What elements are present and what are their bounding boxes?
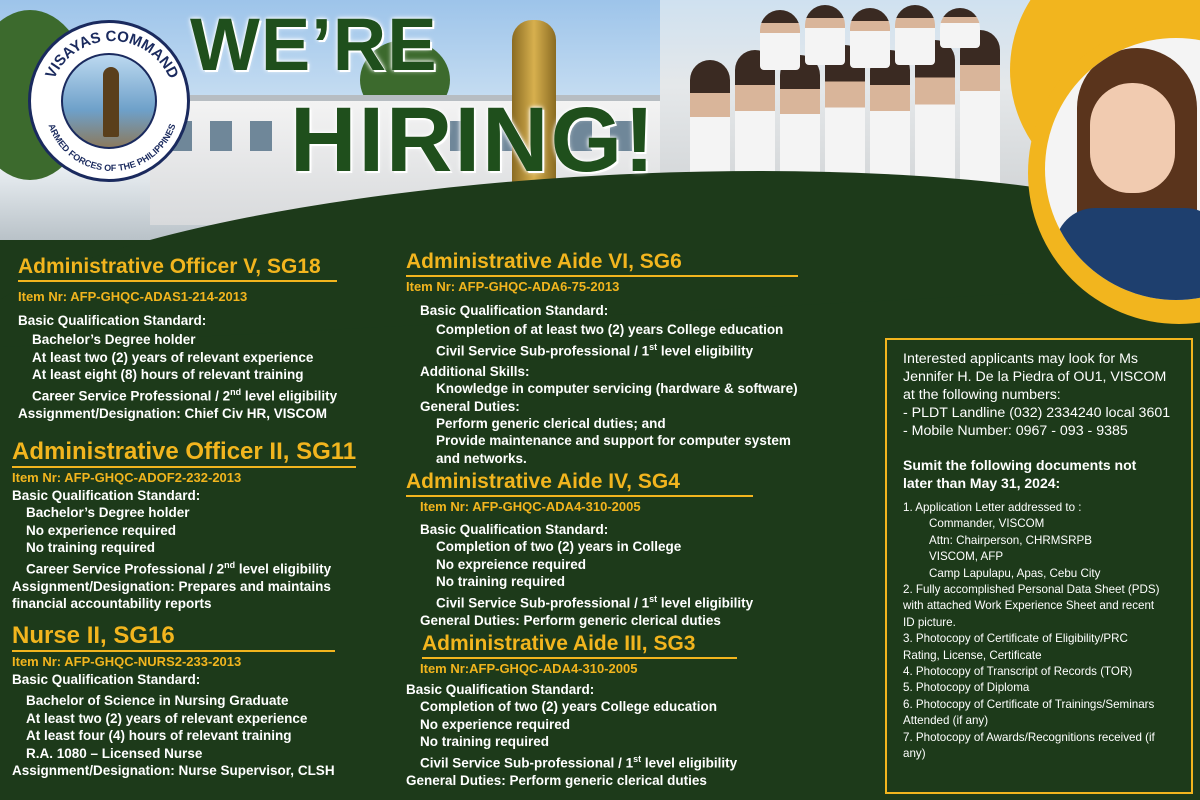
document-list-item: Attended (if any): [903, 714, 989, 728]
requirement: At least four (4) hours of relevant training: [26, 728, 292, 744]
item-number: Item Nr: AFP-GHQC-ADA4-310-2005: [420, 499, 641, 514]
eligibility-text: Civil Service Sub-professional / 1: [436, 595, 650, 611]
eligibility-sup: st: [649, 593, 658, 604]
headline-line-2: HIRING!: [290, 89, 657, 191]
eligibility-requirement: [406, 339, 798, 360]
requirement: No expreience required: [436, 556, 587, 572]
staff-person: [960, 30, 1000, 190]
item-number: Item Nr:AFP-GHQC-ADA4-310-2005: [420, 661, 638, 676]
requirement: Bachelor of Science in Nursing Graduate: [26, 693, 289, 709]
job-title: Administrative Aide VI, SG6: [406, 250, 798, 277]
job-title: Administrative Officer II, SG11: [12, 438, 356, 468]
eligibility-text: Career Service Professional / 2: [32, 388, 231, 404]
assignment: financial accountability reports: [12, 595, 212, 611]
application-info-box: [885, 338, 1193, 794]
logo-bottom-text: ARMED FORCES OF THE PHILIPPINES: [46, 122, 178, 174]
assignment: Assignment/Designation: Chief Civ HR, VISCOM: [18, 405, 328, 421]
job-title: Administrative Aide III, SG3: [422, 632, 737, 659]
eligibility-text: level eligibility: [241, 388, 338, 404]
requirement: At least two (2) years of relevant experience: [26, 710, 308, 726]
submit-heading: later than May 31, 2024:: [903, 475, 1061, 491]
contact-line: at the following numbers:: [903, 387, 1061, 403]
item-number: Item Nr: AFP-GHQC-ADAS1-214-2013: [18, 289, 248, 304]
qualification-label: Basic Qualification Standard:: [420, 303, 609, 318]
eligibility-text: Career Service Professional / 2: [26, 561, 225, 577]
requirement: No training required: [26, 540, 156, 556]
contact-line: Jennifer H. De la Piedra of OU1, VISCOM: [903, 369, 1167, 385]
portrait-face: [1090, 83, 1175, 193]
staff-person: [760, 10, 800, 70]
eligibility-text: level eligibility: [657, 343, 754, 359]
job-administrative-aide-iii: [406, 632, 737, 789]
document-list-item: 5. Photocopy of Diploma: [903, 681, 1030, 695]
requirement: R.A. 1080 – Licensed Nurse: [26, 745, 203, 761]
eligibility-sup: st: [649, 341, 658, 352]
eligibility-text: level eligibility: [657, 595, 754, 611]
document-list-item: VISCOM, AFP: [929, 550, 1004, 564]
qualification-label: Basic Qualification Standard:: [406, 682, 595, 697]
requirement: No training required: [420, 734, 550, 750]
document-list-item: any): [903, 747, 926, 761]
logo-top-text: VISAYAS COMMAND: [42, 27, 182, 82]
document-list-item: Commander, VISCOM: [929, 517, 1045, 531]
requirement: Completion of two (2) years College education: [420, 699, 718, 715]
logo-ring-text: [31, 23, 193, 185]
contact-line: Interested applicants may look for Ms: [903, 351, 1138, 367]
hiring-headline: [190, 3, 657, 191]
eligibility-requirement: [12, 557, 356, 578]
duties: General Duties: Perform generic clerical duties: [406, 772, 707, 788]
eligibility-text: level eligibility: [235, 561, 332, 577]
duties: General Duties: Perform generic clerical duties: [420, 612, 721, 628]
eligibility-requirement: [406, 751, 737, 772]
staff-person: [940, 8, 980, 48]
eligibility-sup: st: [633, 753, 642, 764]
document-list-item: 7. Photocopy of Awards/Recognitions received (if: [903, 730, 1155, 744]
eligibility-text: Civil Service Sub-professional / 1: [436, 343, 650, 359]
headline-line-1: WE’RE: [190, 3, 438, 86]
assignment: Assignment/Designation: Prepares and maintains: [12, 578, 331, 594]
job-nurse-ii: [12, 622, 335, 779]
duty: Provide maintenance and support for computer system: [436, 433, 791, 449]
job-title: Administrative Officer V, SG18: [18, 255, 337, 282]
document-list-item: ID picture.: [903, 615, 956, 629]
requirement: No experience required: [420, 716, 571, 732]
requirement: Completion of at least two (2) years College education: [436, 322, 784, 338]
job-administrative-officer-ii: [12, 438, 356, 612]
duties-label: General Duties:: [420, 398, 520, 414]
requirement: At least two (2) years of relevant experience: [32, 349, 314, 365]
job-administrative-aide-vi: [406, 250, 798, 467]
item-number: Item Nr: AFP-GHQC-ADOF2-232-2013: [12, 470, 242, 485]
document-list-item: 2. Fully accomplished Personal Data Sheet (PDS): [903, 583, 1160, 597]
document-list-item: 4. Photocopy of Transcript of Records (TOR): [903, 665, 1133, 679]
submit-heading: Sumit the following documents not: [903, 457, 1137, 473]
eligibility-sup: nd: [230, 386, 242, 397]
document-list-item: Attn: Chairperson, CHRMSRPB: [929, 533, 1093, 547]
eligibility-text: level eligibility: [641, 755, 738, 771]
eligibility-sup: nd: [224, 559, 236, 570]
portrait-shirt: [1055, 208, 1200, 300]
requirement: Bachelor’s Degree holder: [26, 505, 190, 521]
eligibility-requirement: [406, 591, 753, 612]
requirement: No training required: [436, 574, 566, 590]
job-administrative-aide-iv: [406, 470, 753, 629]
item-number: Item Nr: AFP-GHQC-ADA6-75-2013: [406, 279, 620, 294]
qualification-label: Basic Qualification Standard:: [18, 313, 207, 328]
landline-number: - PLDT Landline (032) 2334240 local 3601: [903, 405, 1171, 421]
duty: Perform generic clerical duties; and: [436, 415, 666, 431]
job-administrative-officer-v: [18, 255, 337, 422]
mobile-number: - Mobile Number: 0967 - 093 - 9385: [903, 423, 1128, 439]
job-title: Nurse II, SG16: [12, 622, 335, 652]
document-list-item: with attached Work Experience Sheet and recent: [903, 599, 1155, 613]
documents-list: [903, 500, 1177, 763]
viscom-logo: [28, 20, 190, 182]
document-list-item: 6. Photocopy of Certificate of Trainings/Seminars: [903, 697, 1155, 711]
staff-person: [805, 5, 845, 65]
staff-person: [895, 5, 935, 65]
assignment: Assignment/Designation: Nurse Supervisor, CLSH: [12, 763, 335, 779]
requirement: No experience required: [26, 522, 177, 538]
skills-label: Additional Skills:: [420, 363, 530, 379]
eligibility-text: Civil Service Sub-professional / 1: [420, 755, 634, 771]
qualification-label: Basic Qualification Standard:: [12, 672, 201, 687]
requirement: At least eight (8) hours of relevant training: [32, 367, 304, 383]
requirement: Completion of two (2) years in College: [436, 539, 682, 555]
duty: and networks.: [436, 450, 527, 466]
skill: Knowledge in computer servicing (hardware & software): [436, 381, 798, 397]
qualification-label: Basic Qualification Standard:: [420, 522, 609, 537]
staff-person: [850, 8, 890, 68]
svg-text:VISAYAS COMMAND: [42, 28, 182, 82]
job-title: Administrative Aide IV, SG4: [406, 470, 753, 497]
svg-text:ARMED FORCES OF THE PHILIPPINE: [46, 122, 177, 173]
qualification-label: Basic Qualification Standard:: [12, 488, 201, 503]
document-list-item: 1. Application Letter addressed to :: [903, 501, 1082, 514]
document-list-item: Rating, License, Certificate: [903, 648, 1042, 662]
requirement: Bachelor’s Degree holder: [32, 332, 196, 348]
document-list-item: 3. Photocopy of Certificate of Eligibility/PRC: [903, 632, 1128, 646]
document-list-item: Camp Lapulapu, Apas, Cebu City: [929, 566, 1101, 580]
eligibility-requirement: [18, 384, 337, 405]
item-number: Item Nr: AFP-GHQC-NURS2-233-2013: [12, 654, 242, 669]
